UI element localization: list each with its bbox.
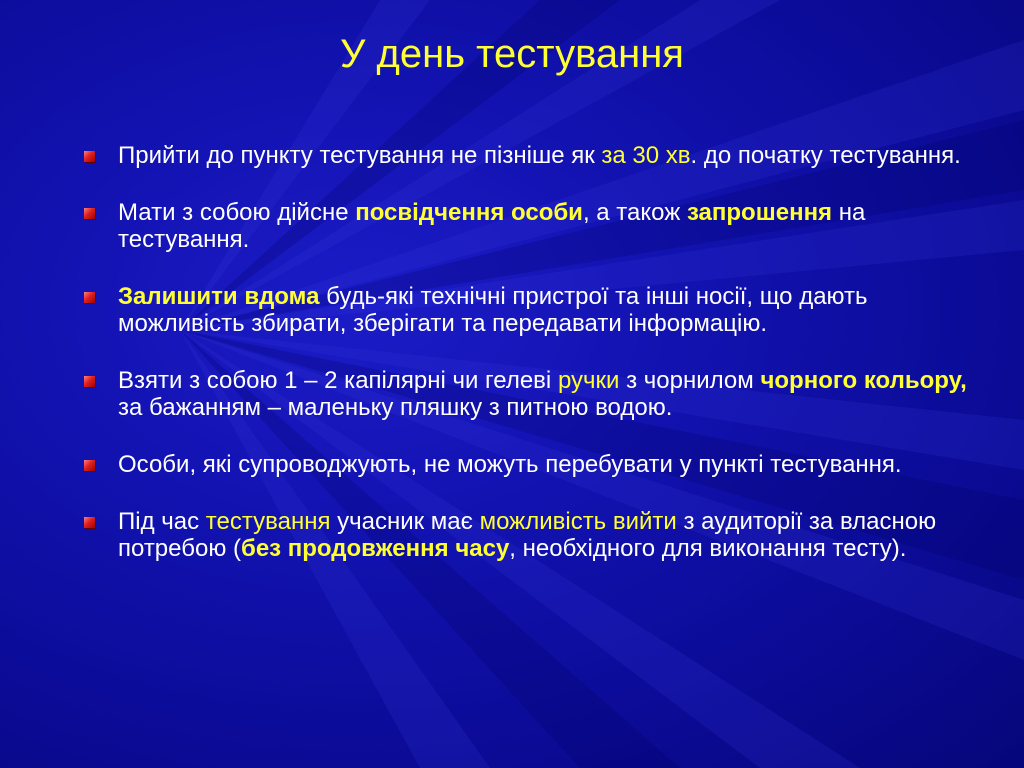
highlight-black-color: чорного кольору, xyxy=(760,367,967,394)
highlight-id-document: посвідчення особи xyxy=(355,199,583,226)
text-segment: Мати з собою дійсне xyxy=(118,199,356,226)
text-segment: на тестування. xyxy=(118,199,866,253)
highlight-invitation: запрошення xyxy=(686,199,833,226)
text-segment: з аудиторії за власною потребою ( xyxy=(118,508,937,562)
list-item-devices xyxy=(78,283,988,337)
highlight-time: за 30 хв xyxy=(601,142,691,169)
highlight-testing: тестування xyxy=(205,508,331,535)
text-segment: . до початку тестування. xyxy=(690,142,961,169)
square-bullet-icon xyxy=(84,208,95,219)
text-segment: з чорнилом xyxy=(619,367,761,394)
text-segment: будь-які технічні пристрої та інші носії, що дають можливість збирати, зберігати та передавати інформацію. xyxy=(118,283,868,337)
highlight-exit-possibility: можливість вийти xyxy=(479,508,677,535)
slide-title: У день тестування xyxy=(340,32,684,76)
list-item-exit xyxy=(78,508,988,562)
square-bullet-icon xyxy=(84,151,95,162)
list-item-documents xyxy=(78,199,988,253)
text-segment: Взяти з собою 1 – 2 капілярні чи гелеві xyxy=(118,367,558,394)
list-item-escorts xyxy=(78,451,988,478)
highlight-pens: ручки xyxy=(557,367,620,394)
text-segment: Прийти до пункту тестування не пізніше як xyxy=(118,142,602,169)
text-segment: Особи, які супроводжують, не можуть перебувати у пункті тестування. xyxy=(118,451,902,478)
text-segment: Під час xyxy=(118,508,206,535)
square-bullet-icon xyxy=(84,292,95,303)
square-bullet-icon xyxy=(84,460,95,471)
highlight-leave-home: Залишити вдома xyxy=(118,283,320,310)
bullet-list xyxy=(78,142,988,592)
list-item-arrival xyxy=(78,142,988,169)
text-segment: , а також xyxy=(582,199,687,226)
list-item-pens xyxy=(78,367,988,421)
text-segment: учасник має xyxy=(330,508,480,535)
square-bullet-icon xyxy=(84,517,95,528)
highlight-no-extension: без продовження часу xyxy=(241,535,510,562)
text-segment: , необхідного для виконання тесту). xyxy=(509,535,907,562)
text-segment: за бажанням – маленьку пляшку з питною водою. xyxy=(118,394,673,421)
square-bullet-icon xyxy=(84,376,95,387)
